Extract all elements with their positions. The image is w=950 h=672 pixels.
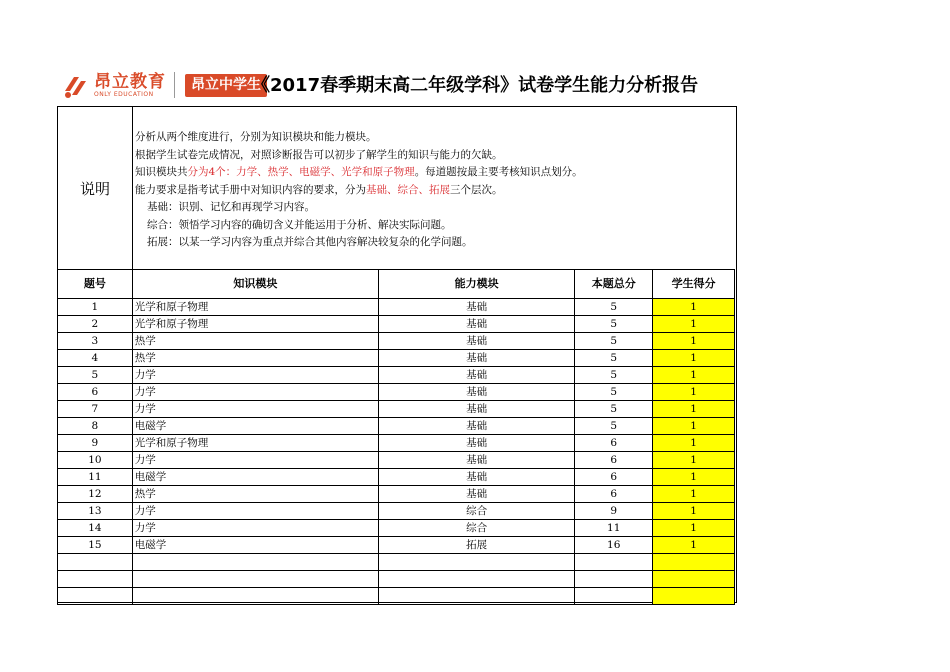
page-title: 《2017春季期末高二年级学科》试卷学生能力分析报告 — [252, 75, 699, 96]
cell-student-score — [653, 571, 735, 588]
cell-ability-module: 综合 — [378, 503, 574, 520]
cell-question-number: 12 — [58, 486, 133, 503]
table-row — [58, 520, 735, 537]
cell-total-score: 5 — [575, 384, 653, 401]
cell-student-score: 1 — [653, 350, 735, 367]
table-row — [58, 469, 735, 486]
cell-total-score: 5 — [575, 418, 653, 435]
cell-total-score: 6 — [575, 486, 653, 503]
cell-student-score: 1 — [653, 486, 735, 503]
cell-total-score: 5 — [575, 367, 653, 384]
table-row — [58, 333, 735, 350]
ability-levels-emphasis: 基础、综合、拓展 — [366, 183, 450, 196]
cell-question-number — [58, 554, 133, 571]
description-line: 拓展：以某一学习内容为重点并综合其他内容解决较复杂的化学问题。 — [147, 236, 473, 248]
cell-question-number: 4 — [58, 350, 133, 367]
table-row — [58, 316, 735, 333]
cell-student-score: 1 — [653, 316, 735, 333]
cell-question-number: 14 — [58, 520, 133, 537]
cell-total-score: 9 — [575, 503, 653, 520]
cell-question-number: 2 — [58, 316, 133, 333]
description-line: 能力要求是指考试手册中对知识内容的要求，分为基础、综合、拓展三个层次。 — [135, 183, 503, 196]
cell-knowledge-module: 热学 — [132, 350, 378, 367]
cell-total-score: 6 — [575, 435, 653, 452]
logo-english-name: ONLY EDUCATION — [94, 91, 154, 98]
table-row — [58, 452, 735, 469]
description-line: 根据学生试卷完成情况，对照诊断报告可以初步了解学生的知识与能力的欠缺。 — [135, 148, 503, 161]
cell-student-score: 1 — [653, 367, 735, 384]
cell-knowledge-module: 力学 — [132, 384, 378, 401]
header-question-number: 题号 — [58, 270, 133, 299]
cell-student-score: 1 — [653, 537, 735, 554]
description-line: 基础：识别、记忆和再现学习内容。 — [147, 201, 315, 213]
table-row — [58, 588, 735, 605]
cell-ability-module: 综合 — [378, 520, 574, 537]
description-label: 说明 — [58, 107, 133, 269]
report-header — [62, 68, 762, 104]
cell-total-score: 5 — [575, 350, 653, 367]
score-table — [57, 269, 735, 605]
brand-badge: 昂立中学生 — [185, 74, 267, 97]
header-divider — [174, 72, 175, 98]
cell-student-score: 1 — [653, 503, 735, 520]
table-row — [58, 401, 735, 418]
cell-question-number: 11 — [58, 469, 133, 486]
table-row — [58, 486, 735, 503]
cell-student-score — [653, 588, 735, 605]
cell-question-number: 6 — [58, 384, 133, 401]
header-total-score: 本题总分 — [575, 270, 653, 299]
knowledge-modules-emphasis: 分为4个：力学、热学、电磁学、光学和原子物理 — [187, 166, 415, 178]
table-row — [58, 537, 735, 554]
table-row — [58, 571, 735, 588]
cell-total-score: 6 — [575, 469, 653, 486]
cell-ability-module: 基础 — [378, 418, 574, 435]
cell-ability-module: 基础 — [378, 401, 574, 418]
description-line: 分析从两个维度进行，分别为知识模块和能力模块。 — [135, 131, 377, 143]
cell-knowledge-module: 力学 — [132, 520, 378, 537]
cell-knowledge-module — [132, 554, 378, 571]
cell-knowledge-module: 热学 — [132, 333, 378, 350]
table-row — [58, 418, 735, 435]
cell-total-score: 6 — [575, 452, 653, 469]
cell-ability-module: 基础 — [378, 299, 574, 316]
cell-ability-module: 基础 — [378, 486, 574, 503]
cell-ability-module: 基础 — [378, 333, 574, 350]
cell-total-score: 5 — [575, 333, 653, 350]
cell-knowledge-module: 力学 — [132, 452, 378, 469]
cell-ability-module: 拓展 — [378, 537, 574, 554]
table-row — [58, 350, 735, 367]
cell-student-score: 1 — [653, 401, 735, 418]
cell-student-score: 1 — [653, 520, 735, 537]
cell-question-number — [58, 571, 133, 588]
cell-question-number: 13 — [58, 503, 133, 520]
cell-total-score: 11 — [575, 520, 653, 537]
cell-ability-module: 基础 — [378, 469, 574, 486]
cell-question-number: 9 — [58, 435, 133, 452]
cell-student-score — [653, 554, 735, 571]
cell-question-number — [58, 588, 133, 605]
header-knowledge-module: 知识模块 — [132, 270, 378, 299]
description-line: 综合：领悟学习内容的确切含义并能运用于分析、解决实际问题。 — [147, 218, 452, 231]
cell-knowledge-module: 光学和原子物理 — [132, 316, 378, 333]
cell-knowledge-module — [132, 588, 378, 605]
cell-knowledge-module: 力学 — [132, 367, 378, 384]
table-row — [58, 554, 735, 571]
report-frame — [57, 106, 737, 603]
header-ability-module: 能力模块 — [378, 270, 574, 299]
cell-ability-module: 基础 — [378, 350, 574, 367]
cell-total-score — [575, 554, 653, 571]
cell-question-number: 1 — [58, 299, 133, 316]
cell-ability-module — [378, 554, 574, 571]
table-row — [58, 384, 735, 401]
cell-ability-module: 基础 — [378, 452, 574, 469]
brand-logo — [62, 70, 166, 102]
cell-total-score: 5 — [575, 316, 653, 333]
cell-question-number: 8 — [58, 418, 133, 435]
cell-total-score: 16 — [575, 537, 653, 554]
cell-total-score: 5 — [575, 401, 653, 418]
cell-knowledge-module: 电磁学 — [132, 418, 378, 435]
table-row — [58, 367, 735, 384]
cell-knowledge-module: 光学和原子物理 — [132, 299, 378, 316]
cell-student-score: 1 — [653, 333, 735, 350]
cell-ability-module: 基础 — [378, 316, 574, 333]
cell-question-number: 10 — [58, 452, 133, 469]
cell-question-number: 7 — [58, 401, 133, 418]
description-line: 知识模块共分为4个：力学、热学、电磁学、光学和原子物理。每道题按最主要考核知识点划分。 — [135, 166, 583, 178]
cell-knowledge-module: 力学 — [132, 401, 378, 418]
cell-knowledge-module — [132, 571, 378, 588]
cell-question-number: 3 — [58, 333, 133, 350]
cell-ability-module: 基础 — [378, 367, 574, 384]
brand-logo-icon — [62, 73, 90, 99]
cell-total-score: 5 — [575, 299, 653, 316]
cell-knowledge-module: 电磁学 — [132, 469, 378, 486]
cell-ability-module — [378, 571, 574, 588]
description-body — [135, 129, 735, 252]
header-student-score: 学生得分 — [653, 270, 735, 299]
cell-student-score: 1 — [653, 469, 735, 486]
cell-ability-module — [378, 588, 574, 605]
cell-student-score: 1 — [653, 452, 735, 469]
cell-knowledge-module: 电磁学 — [132, 537, 378, 554]
cell-total-score — [575, 588, 653, 605]
cell-student-score: 1 — [653, 299, 735, 316]
cell-ability-module: 基础 — [378, 384, 574, 401]
cell-total-score — [575, 571, 653, 588]
logo-chinese-name: 昂立教育 — [94, 72, 166, 92]
cell-question-number: 15 — [58, 537, 133, 554]
cell-student-score: 1 — [653, 435, 735, 452]
cell-ability-module: 基础 — [378, 435, 574, 452]
cell-knowledge-module: 热学 — [132, 486, 378, 503]
cell-student-score: 1 — [653, 418, 735, 435]
cell-question-number: 5 — [58, 367, 133, 384]
cell-student-score: 1 — [653, 384, 735, 401]
table-row — [58, 435, 735, 452]
cell-knowledge-module: 光学和原子物理 — [132, 435, 378, 452]
table-row — [58, 299, 735, 316]
cell-knowledge-module: 力学 — [132, 503, 378, 520]
table-row — [58, 503, 735, 520]
table-header-row — [58, 270, 735, 299]
